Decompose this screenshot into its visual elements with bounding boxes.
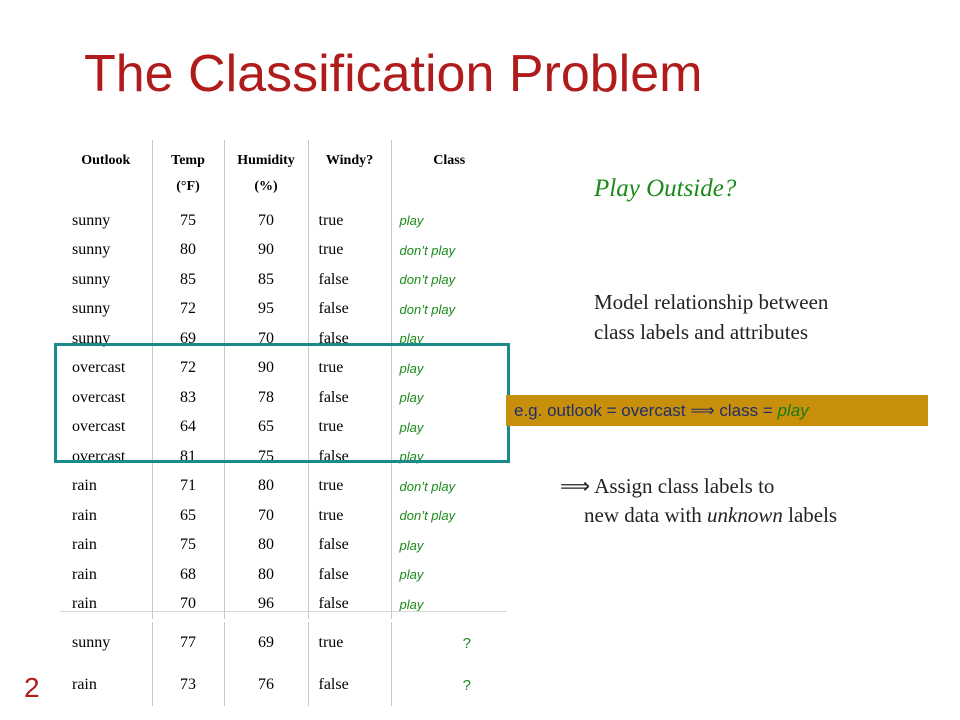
unlabeled-data-table <box>60 622 507 706</box>
table-row <box>60 531 507 561</box>
assign-line-1-text: Assign class labels to <box>590 474 775 498</box>
table-row <box>60 206 507 236</box>
cell-temp: 64 <box>152 413 224 443</box>
cell-windy: true <box>308 206 391 236</box>
cell-class: play <box>399 596 424 612</box>
cell-humidity: 96 <box>224 590 308 620</box>
test-row <box>60 664 507 706</box>
model-relationship-text <box>594 287 828 347</box>
example-middle: class = <box>714 401 778 420</box>
assign-line-1 <box>560 472 837 501</box>
cell-outlook: rain <box>60 664 152 706</box>
cell-outlook: sunny <box>60 236 152 266</box>
assign-line-2-a: new data with <box>584 503 708 527</box>
cell-outlook: overcast <box>60 442 152 472</box>
cell-humidity: 80 <box>224 472 308 502</box>
assign-labels-text <box>560 472 837 530</box>
cell-outlook: rain <box>60 560 152 590</box>
cell-humidity: 95 <box>224 295 308 325</box>
overcast-rows-highlight <box>54 343 510 463</box>
cell-outlook: rain <box>60 501 152 531</box>
cell-humidity: 90 <box>224 354 308 384</box>
cell-class: play <box>399 567 424 583</box>
cell-temp: 77 <box>152 622 224 664</box>
cell-outlook: rain <box>60 590 152 620</box>
assign-line-2-c: labels <box>782 503 838 527</box>
cell-humidity: 78 <box>224 383 308 413</box>
cell-humidity: 80 <box>224 531 308 561</box>
table-row <box>60 295 507 325</box>
cell-windy: false <box>308 383 391 413</box>
cell-humidity: 75 <box>224 442 308 472</box>
cell-class: ? <box>462 676 471 694</box>
header-temp <box>152 140 224 206</box>
assign-line-2 <box>560 501 837 530</box>
cell-class: don’t play <box>399 508 456 524</box>
cell-temp: 83 <box>152 383 224 413</box>
assign-line-2-emphasis: unknown <box>707 503 783 527</box>
cell-outlook: sunny <box>60 622 152 664</box>
cell-windy: true <box>308 236 391 266</box>
test-row <box>60 622 507 664</box>
cell-class: don’t play <box>399 242 456 258</box>
cell-temp: 75 <box>152 206 224 236</box>
table-header-row <box>60 140 507 206</box>
cell-humidity: 70 <box>224 324 308 354</box>
cell-outlook: rain <box>60 531 152 561</box>
table-row <box>60 590 507 620</box>
example-rule-box <box>506 395 928 426</box>
cell-class: play <box>399 419 424 435</box>
cell-class: play <box>399 449 424 465</box>
table-row <box>60 472 507 502</box>
cell-windy: false <box>308 265 391 295</box>
cell-class: play <box>399 213 424 229</box>
cell-windy: false <box>308 442 391 472</box>
model-line-2: class labels and attributes <box>594 320 809 344</box>
example-prefix: e.g. outlook = overcast <box>514 401 691 420</box>
cell-windy: true <box>308 501 391 531</box>
header-windy-label: Windy? <box>325 153 374 168</box>
cell-temp: 70 <box>152 590 224 620</box>
header-humidity-label: Humidity <box>237 153 295 168</box>
cell-class: ? <box>462 634 471 652</box>
table-row <box>60 236 507 266</box>
cell-windy: false <box>308 664 391 706</box>
cell-outlook: sunny <box>60 206 152 236</box>
cell-outlook: sunny <box>60 265 152 295</box>
cell-temp: 72 <box>152 295 224 325</box>
slide-title: The Classification Problem <box>84 45 703 103</box>
cell-temp: 73 <box>152 664 224 706</box>
cell-windy: true <box>308 413 391 443</box>
implies-arrow-icon: ⟹ <box>690 401 715 420</box>
header-class-label: Class <box>433 153 466 168</box>
cell-outlook: sunny <box>60 295 152 325</box>
cell-humidity: 90 <box>224 236 308 266</box>
model-line-1: Model relationship between <box>594 290 829 314</box>
cell-temp: 72 <box>152 354 224 384</box>
cell-class: play <box>399 331 424 347</box>
cell-windy: false <box>308 295 391 325</box>
cell-class: don’t play <box>399 478 456 494</box>
cell-class: play <box>399 360 424 376</box>
cell-outlook: overcast <box>60 413 152 443</box>
header-class <box>391 140 507 206</box>
cell-outlook: rain <box>60 472 152 502</box>
header-windy <box>308 140 391 206</box>
header-humidity-unit: (%) <box>254 179 278 194</box>
cell-windy: false <box>308 590 391 620</box>
cell-windy: false <box>308 324 391 354</box>
cell-outlook: overcast <box>60 383 152 413</box>
cell-humidity: 65 <box>224 413 308 443</box>
cell-humidity: 80 <box>224 560 308 590</box>
cell-class: don’t play <box>399 301 456 317</box>
cell-temp: 69 <box>152 324 224 354</box>
header-humidity <box>224 140 308 206</box>
header-outlook-label: Outlook <box>81 153 131 168</box>
cell-class: play <box>399 390 424 406</box>
table-row <box>60 501 507 531</box>
table-bottom-divider <box>60 611 507 612</box>
cell-humidity: 70 <box>224 501 308 531</box>
header-outlook <box>60 140 152 206</box>
table-row <box>60 265 507 295</box>
cell-windy: true <box>308 622 391 664</box>
header-temp-label: Temp <box>171 153 205 168</box>
cell-humidity: 70 <box>224 206 308 236</box>
cell-temp: 71 <box>152 472 224 502</box>
page-number: 2 <box>24 672 40 703</box>
cell-temp: 68 <box>152 560 224 590</box>
example-class-value: play <box>777 401 809 420</box>
play-outside-question: Play Outside? <box>594 175 737 202</box>
cell-outlook: sunny <box>60 324 152 354</box>
cell-outlook: overcast <box>60 354 152 384</box>
cell-temp: 75 <box>152 531 224 561</box>
header-temp-unit: (°F) <box>176 179 200 194</box>
table-row <box>60 560 507 590</box>
cell-temp: 65 <box>152 501 224 531</box>
implies-arrow-icon: ⟹ <box>560 474 591 498</box>
cell-class: play <box>399 537 424 553</box>
cell-windy: false <box>308 560 391 590</box>
cell-windy: false <box>308 531 391 561</box>
cell-class: don’t play <box>399 272 456 288</box>
cell-temp: 85 <box>152 265 224 295</box>
cell-humidity: 76 <box>224 664 308 706</box>
cell-humidity: 85 <box>224 265 308 295</box>
cell-windy: true <box>308 354 391 384</box>
cell-temp: 80 <box>152 236 224 266</box>
cell-humidity: 69 <box>224 622 308 664</box>
cell-windy: true <box>308 472 391 502</box>
cell-temp: 81 <box>152 442 224 472</box>
